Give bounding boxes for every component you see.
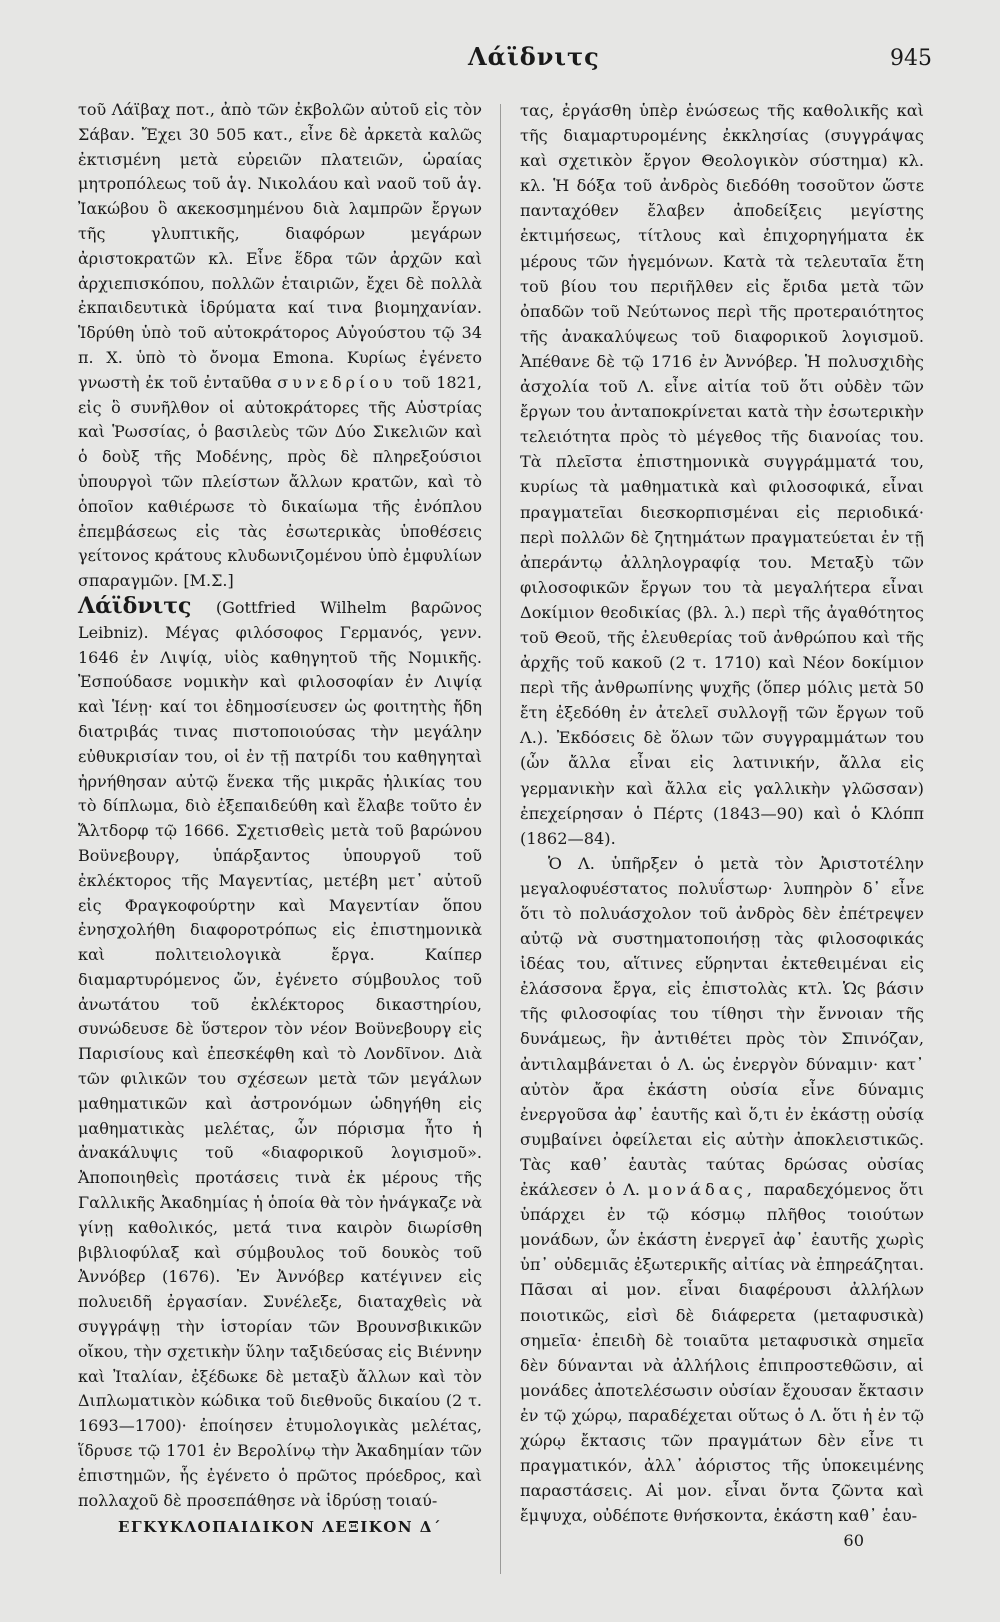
left-column — [78, 98, 482, 1578]
spaced-word-monadas: μονάδας, — [647, 1180, 756, 1200]
entry-headword: Λάϊδνιτς — [78, 592, 192, 619]
printer-signature: ΕΓΚΥΚΛΟΠΑΙΔΙΚΟΝ ΛΕΞΙΚΟΝ Δ΄ — [118, 1518, 442, 1537]
entry-ljubljana-text — [78, 98, 482, 594]
entry-leibniz-start — [78, 594, 482, 1513]
entry-leibniz-continued: τας, ἐργάσθη ὑπὲρ ἑνώσεως τῆς καθολικῆς καὶ τῆς διαμαρτυρομένης ἐκκλησίας (συγγράψας καὶ σχετικὸν ἔργον Θεολογικὸν σύστημα) κλ. κλ. Ἡ δόξα τοῦ ἀνδρὸς διεδόθη τοσοῦτον ὥστε πανταχόθεν ἔλαβεν ἀποδείξεις μεγίστης ἐκτιμήσεως, τίτλους καὶ ἐπιχορηγήματα ἐκ μέρους τῶν ἡγεμόνων. Κατὰ τὰ τελευταῖα ἔτη τοῦ βίου του περιῆλθεν εἰς ἔριδα μετὰ τῶν ὀπαδῶν τοῦ Νεύτωνος περὶ τῆς προτεραιότητος τῆς ἀνακαλύψεως τοῦ διαφορικοῦ λογισμοῦ. Ἀπέθανε δὲ τῷ 1716 ἐν Ἀννόβερ. Ἡ πολυσχιδὴς ἀσχολία τοῦ Λ. εἶνε αἰτία τοῦ ὅτι οὐδὲν τῶν ἔργων του ἀνταποκρίνεται κατὰ τὴν ἐσωτερικὴν τελειότητα πρὸς τὸ μέγεθος τῆς διανοίας του. Τὰ πλεῖστα ἐπιστημονικὰ συγγράμματά του, κυρίως τὰ μαθηματικὰ καὶ φιλοσοφικά, εἶναι πραγματεῖαι διεσκορπισμέναι εἰς περιοδικά· περὶ πολλῶν δὲ ζητημάτων πραγματεύεται ἐν τῇ ἀπεράντῳ ἀλληλογραφίᾳ του. Μεταξὺ τῶν φιλοσοφικῶν ἔργων του τὰ μεγαλήτερα εἶναι Δοκίμιον θεοδικίας (βλ. λ.) περὶ τῆς ἀγαθότητος τοῦ Θεοῦ, τῆς ἐλευθερίας τοῦ ἀνθρώπου καὶ τῆς ἀρχῆς τοῦ κακοῦ (2 τ. 1710) καὶ Νέον δοκίμιον περὶ τῆς ἀνθρωπίνης ψυχῆς (ὅπερ μόλις μετὰ 50 ἔτη ἐξεδόθη ἐν ἀτελεῖ συλλογῇ τῶν ἔργων τοῦ Λ.). Ἐκδόσεις δὲ ὅλων τῶν συγγραμμάτων του (ὧν ἄλλα εἶναι εἰς λατινικήν, ἄλλα εἰς γερμανικὴν καὶ ἄλλα εἰς γαλλικὴν γλῶσσαν) ἐπεχείρησαν ὁ Πέρτς (1843—90) καὶ ὁ Κλόππ (1862—84). — [520, 101, 924, 848]
entry-ljubljana-part2: τοῦ 1821, εἰς ὃ συνῆλθον οἱ αὐτοκράτορες τῆς Αὐστρίας καὶ Ῥωσσίας, ὁ βασιλεὺς τῶν Δύο Σικελιῶν καὶ ὁ δοὺξ τῆς Μοδένης, πρὸς δὲ πληρεξούσιοι ὑπουργοὶ τῶν πλείστων ἄλλων κρατῶν, καὶ τὸ ὁποῖον καθιέρωσε τὸ δικαίωμα τῆς ἐνόπλου ἐπεμβάσεως εἰς τὰς ἐσωτερικὰς ὑποθέσεις γείτονος κράτους κλυδωνιζομένου ὑπὸ ἐμφυλίων σπαραγμῶν. [Μ.Σ.] — [78, 372, 482, 591]
philosophy-part1: Ὁ Λ. ὑπῆρξεν ὁ μετὰ τὸν Ἀριστοτέλην μεγαλοφυέστατος πολυΐστωρ· λυπηρὸν δ᾽ εἶνε ὅτι τὸ πολυάσχολον τοῦ ἀνδρὸς δὲν ἐπέτρεψεν αὐτῷ νὰ συστηματοποιήσῃ τὰς φιλοσοφικάς ἰδέας του, αἵτινες εὕρηνται ἐκτεθειμέναι εἰς ἐλάσσονα ἔργα, εἰς ἐπιστολὰς κτλ. Ὡς βάσιν τῆς φιλοσοφίας του τίθησι τὴν ἔννοιαν τῆς δυνάμεως, ἣν ἀντιθέτει πρὸς τὸν Σπινόζαν, ἀντιλαμβάνεται ὁ Λ. ὡς ἐνεργὸν δύναμιν· κατ᾽ αὐτὸν ἄρα ἑκάστη οὐσία εἶνε δύναμις ἐνεργοῦσα ἀφ᾽ ἑαυτῆς καὶ ὅ,τι ἐν ἑκάστῃ οὐσίᾳ συμβαίνει ὀφείλεται εἰς αὐτὴν ἀποκλειστικῶς. Τὰς καθ᾽ ἑαυτὰς ταύτας δρώσας οὐσίας ἐκάλεσεν ὁ Λ. — [520, 853, 924, 1200]
sheet-number: 60 — [843, 1531, 864, 1551]
spaced-word-synedriou: συνεδρίου — [277, 372, 397, 392]
philosophy-part2: παραδεχόμενος ὅτι ὑπάρχει ἐν τῷ κόσμῳ πλῆθος τοιούτων μονάδων, ὧν ἑκάστη ἐνεργεῖ ἀφ᾽ ἑαυτῆς χωρὶς ὑπ᾽ οὐδεμιᾶς ἐξωτερικῆς αἰτίας νὰ ἐπηρεάζηται. Πᾶσαι αἱ μον. εἶναι διαφέρουσι ἀλλήλων ποιοτικῶς, εἰσὶ δὲ διάφερετα (μεταφυσικὰ) σημεῖα· ἐπειδὴ δὲ τοιαῦτα μεταφυσικὰ σημεῖα δὲν δύνανται νὰ ἀλλήλοις ἐπιπροστεθῶσιν, αἱ μονάδες ἀποτελέσωσιν οὐσίαν ἔχουσαν ἔκτασιν ἐν τῷ χώρῳ, παραδέχεται οὕτως ὁ Λ. ὅτι ἡ ἐν τῷ χώρῳ ἔκτασις τῶν πραγμάτων δὲν εἶνε τι πραγματικόν, ἀλλ᾽ ἀόριστος τῆς ὑποκειμένης παραστάσεις. Αἱ μον. εἶναι ὄντα ζῶντα καὶ ἔμψυχα, οὐδέποτε θνήσκοντα, ἑκάστη καθ᾽ ἑαυ- — [520, 1180, 924, 1526]
column-divider — [500, 104, 501, 1574]
page-number: 945 — [890, 46, 932, 71]
page-header — [0, 40, 1000, 80]
entry-leibniz-philosophy — [520, 851, 924, 1529]
entry-ljubljana-part1: τοῦ Λάϊβαχ ποτ., ἀπὸ τῶν ἐκβολῶν αὐτοῦ εἰς τὸν Σάβαν. Ἔχει 30 505 κατ., εἶνε δὲ ἀρκετὰ καλῶς ἐκτισμένη μετὰ εὐρειῶν πλατειῶν, ὡραίας μητροπόλεως τοῦ ἁγ. Νικολάου καὶ ναοῦ τοῦ ἁγ. Ἰακώβου ὃ ακεκοσμημένου διὰ λαμπρῶν ἔργων τῆς γλυπτικῆς, διαφόρων μεγάρων ἀριστοκρατῶν κλ. Εἶνε ἕδρα τῶν ἀρχῶν καὶ ἀρχιεπισκόπου, πολλῶν ἑταιριῶν, ἔχει δὲ πολλὰ ἐκπαιδευτικὰ ἱδρύματα καί τινα βιομηχανίαν. Ἱδρύθη ὑπὸ τοῦ αὐτοκράτορος Αὐγούστου τῷ 34 π. Χ. ὑπὸ τὸ ὄνομα Emona. Κυρίως ἐγένετο γνωστὴ ἐκ τοῦ ἐνταῦθα — [78, 100, 482, 392]
running-title: Λάϊδνιτς — [468, 42, 600, 71]
right-column — [520, 98, 924, 1578]
entry-leibniz-text: (Gottfried Wilhelm βαρῶνος Leibniz). Μέγας φιλόσοφος Γερμανός, γενν. 1646 ἐν Λιψίᾳ, υἱὸς καθηγητοῦ τῆς Νομικῆς. Ἐσπούδασε νομικὴν καὶ φιλοσοφίαν ἐν Λιψίᾳ καὶ Ἱένῃ· καί τοι ἐδημοσίευσεν ὡς φοιτητὴς ἤδη διατριβάς τινας πιστοποιούσας τὴν μεγάλην εὐθυκρισίαν του, οἱ ἐν τῇ πατρίδι του καθηγηταὶ ἠρνήθησαν αὐτῷ ἕνεκα τῆς μικρᾶς ἡλικίας του τὸ δίπλωμα, διὸ ἐξεπαιδεύθη καὶ ἔλαβε τοῦτο ἐν Ἄλτδορφ τῷ 1666. Σχετισθεὶς μετὰ τοῦ βαρώνου Βοϋνεβουργ, ὑπάρξαντος ὑπουργοῦ τοῦ ἐκλέκτορος τῆς Μαγεντίας, μετέβη μετ᾽ αὐτοῦ εἰς Φραγκοφούρτην καὶ Μαγεντίαν ὅπου ἐνησχολήθη διαφοροτρόπως εἰς ἐπιστημονικὰ καὶ πολιτειολογικὰ ἔργα. Καίπερ διαμαρτυρόμενος ὤν, ἐγένετο σύμβουλος τοῦ ἀνωτάτου τοῦ ἐκλέκτορος δικαστηρίου, συνώδευσε δὲ ὕστερον τὸν νέον Βοϋνεβουργ εἰς Παρισίους καὶ ἐπεσκέφθη καὶ τὸ Λονδῖνον. Διὰ τῶν φιλικῶν του σχέσεων μετὰ τῶν μεγάλων μαθηματικῶν καὶ ἀστρονόμων ὡδηγήθη εἰς μαθηματικὰς μελέτας, ὧν πόρισμα ἦτο ἡ ἀνακάλυψις τοῦ «διαφορικοῦ λογισμοῦ». Ἀποποιηθεὶς προτάσεις τινὰ ἐκ μέρους τῆς Γαλλικῆς Ἀκαδημίας ἡ ὁποία θὰ τὸν ἠνάγκαζε νὰ γίνῃ καθολικός, μετά τινα καιρὸν διωρίσθη βιβλιοφύλαξ καὶ σύμβουλος τοῦ δουκὸς τοῦ Ἀννόβερ (1676). Ἐν Ἀννόβερ κατέγινεν εἰς πολυειδῆ ἐργασίαν. Συνέλεξε, διαταχθεὶς νὰ συγγράψῃ τὴν ἱστορίαν τῶν Βρουνσβικικῶν οἴκου, τὴν σχετικὴν ὕλην ταξιδεύσας εἰς Βιέννην καὶ Ἰταλίαν, ἐξέδωκε δὲ μεταξὺ ἄλλων καὶ τὸν Διπλωματικὸν κώδικα τοῦ διεθνοῦς δικαίου (2 τ. 1693—1700)· ἐποίησεν ἐτυμολογικὰς μελέτας, ἵδρυσε τῷ 1701 ἐν Βερολίνῳ τὴν Ἀκαδημίαν τῶν ἐπιστημῶν, ἧς ἐγένετο ὁ πρῶτος πρόεδρος, καὶ πολλαχοῦ δὲ προσεπάθησε νὰ ἱδρύσῃ τοιαύ- — [78, 597, 482, 1510]
